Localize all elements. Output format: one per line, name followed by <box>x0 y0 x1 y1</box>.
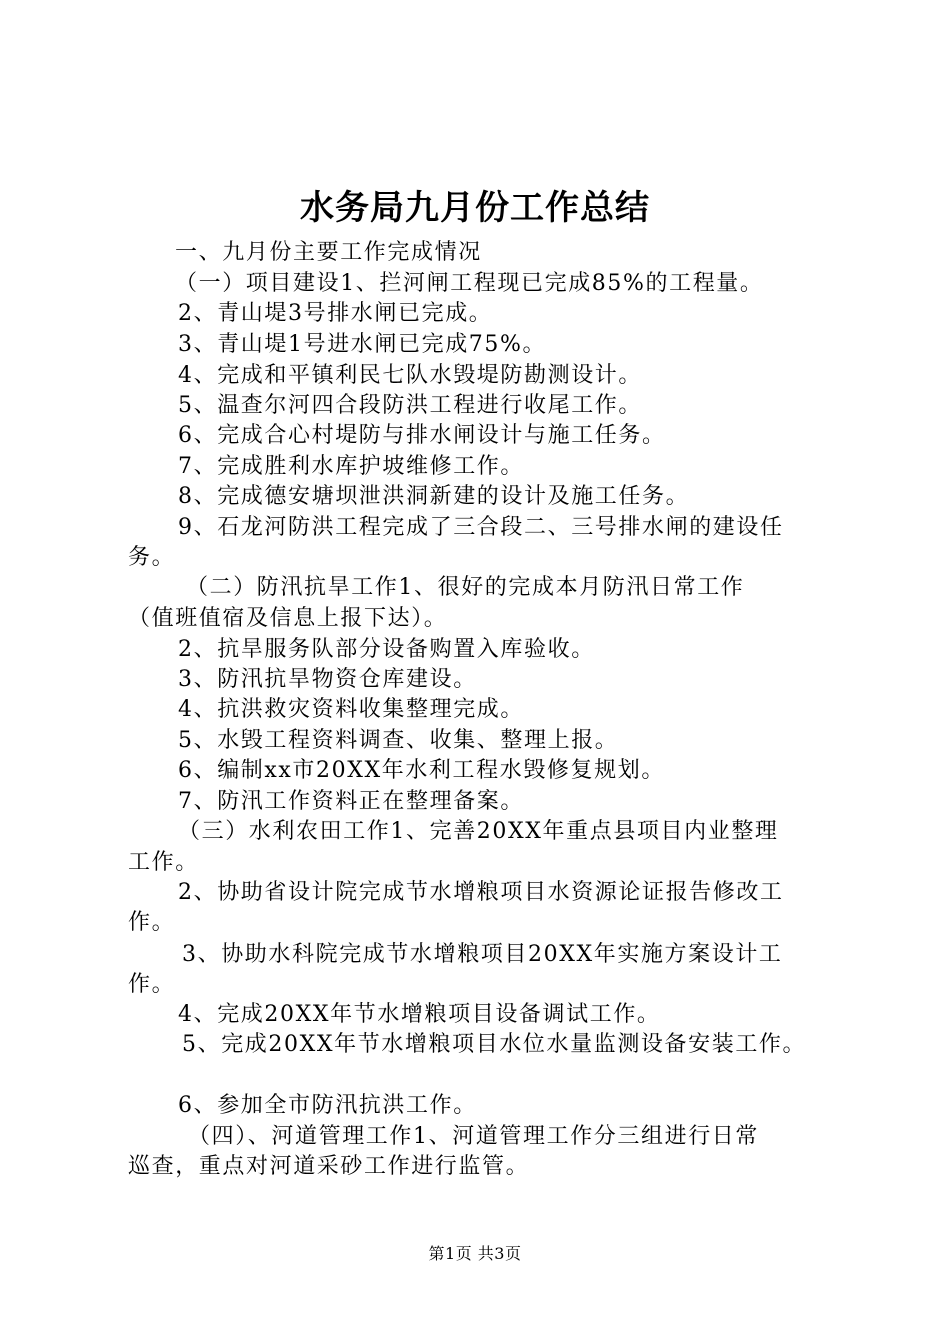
paragraph-line: （三）水利农田工作1、完善20XX年重点县项目内业整理 <box>178 819 779 844</box>
paragraph-line: 5、水毁工程资料调查、收集、整理上报。 <box>178 728 619 753</box>
paragraph-line: 6、参加全市防汛抗洪工作。 <box>178 1093 477 1118</box>
paragraph-line: 3、青山堤1号进水闸已完成75%。 <box>178 332 547 357</box>
paragraph-line: 6、完成合心村堤防与排水闸设计与施工任务。 <box>178 423 666 448</box>
paragraph-line: 7、防汛工作资料正在整理备案。 <box>178 789 524 814</box>
paragraph-line: 3、防汛抗旱物资仓库建设。 <box>178 667 477 692</box>
paragraph-line: 4、完成20XX年节水增粮项目设备调试工作。 <box>178 1002 661 1027</box>
paragraph-line: 5、完成20XX年节水增粮项目水位水量监测设备安装工作。 <box>182 1032 807 1057</box>
paragraph-line: 7、完成胜利水库护坡维修工作。 <box>178 454 524 479</box>
paragraph-line: （一）项目建设1、拦河闸工程现已完成85%的工程量。 <box>175 271 764 296</box>
paragraph-line: 3、协助水科院完成节水增粮项目20XX年实施方案设计工 <box>182 942 783 967</box>
paragraph-line: 2、青山堤3号排水闸已完成。 <box>178 301 493 326</box>
paragraph-line: 9、石龙河防洪工程完成了三合段二、三号排水闸的建设任 <box>178 515 784 540</box>
paragraph-line: 6、编制xx市20XX年水利工程水毁修复规划。 <box>178 758 665 783</box>
paragraph-line: 务。 <box>128 545 176 570</box>
paragraph-line: （四）、河道管理工作1、河道管理工作分三组进行日常 <box>188 1124 759 1149</box>
page-number: 第1页 共3页 <box>428 1244 522 1263</box>
paragraph-line: 作。 <box>128 910 176 935</box>
paragraph-line: （二）防汛抗旱工作1、很好的完成本月防汛日常工作 <box>186 575 745 600</box>
paragraph-line: （值班值宿及信息上报下达）。 <box>128 606 448 631</box>
paragraph-line: 工作。 <box>128 850 199 875</box>
section-heading: 一、九月份主要工作完成情况 <box>175 240 482 265</box>
paragraph-line: 5、温查尔河四合段防洪工程进行收尾工作。 <box>178 393 642 418</box>
paragraph-line: 4、抗洪救灾资料收集整理完成。 <box>178 697 524 722</box>
paragraph-line: 作。 <box>128 972 176 997</box>
paragraph-line: 4、完成和平镇利民七队水毁堤防勘测设计。 <box>178 363 642 388</box>
document-title: 水务局九月份工作总结 <box>300 188 650 228</box>
paragraph-line: 8、完成德安塘坝泄洪洞新建的设计及施工任务。 <box>178 484 690 509</box>
paragraph-line: 巡查，重点对河道采砂工作进行监管。 <box>128 1154 530 1179</box>
paragraph-line: 2、抗旱服务队部分设备购置入库验收。 <box>178 637 595 662</box>
paragraph-line: 2、协助省设计院完成节水增粮项目水资源论证报告修改工 <box>178 880 784 905</box>
